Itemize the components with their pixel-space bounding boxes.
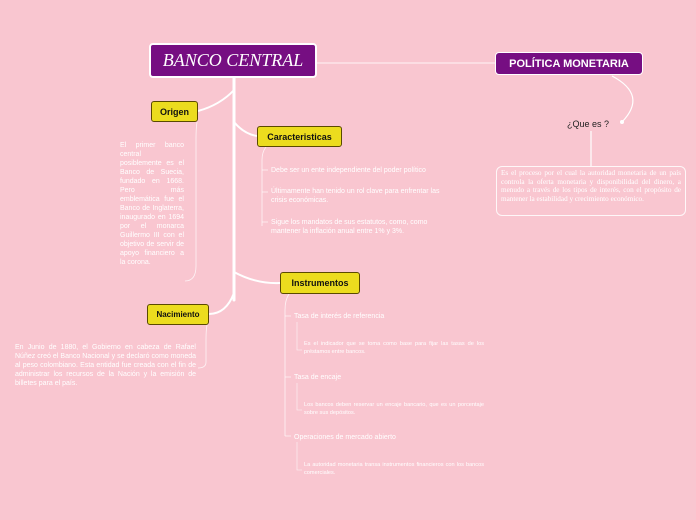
caracteristica-item-3[interactable] (271, 218, 451, 236)
instrumento-detail-text-2: Los bancos deben reservar un encaje bancario, que es un porcentaje sobre sus depósitos. (304, 402, 484, 416)
main-topic-banco-central[interactable] (149, 43, 317, 78)
answer-node[interactable] (496, 166, 686, 216)
bracket-caracteristicas (262, 147, 266, 226)
instrumento-tasa-encaje[interactable] (294, 373, 484, 382)
instrumento-title-2: Tasa de encaje (294, 374, 342, 381)
nacimiento-label: Nacimiento (156, 310, 200, 319)
question-dot (620, 120, 624, 124)
origen-label: Origen (159, 106, 189, 117)
question-label: ¿Que es ? (567, 119, 610, 129)
topic-instrumentos[interactable] (280, 272, 360, 294)
branch-caracteristicas (234, 122, 257, 136)
instrumento-operaciones-mercado[interactable] (294, 433, 484, 442)
branch-instrumentos (234, 272, 280, 283)
instrumento-title-1: Tasa de interés de referencia (294, 313, 385, 320)
bracket-origen (185, 122, 197, 281)
instrumentos-label: Instrumentos (291, 278, 349, 288)
origen-text-node[interactable] (120, 141, 184, 267)
branch-nacimiento (209, 293, 234, 314)
main-topic-label: BANCO CENTRAL (162, 50, 304, 70)
caracteristica-item-2[interactable] (271, 187, 451, 205)
instrumento-detail-2[interactable] (304, 402, 484, 417)
question-node[interactable] (567, 119, 609, 129)
caracteristica-item-1[interactable] (271, 166, 451, 175)
instrumento-tasa-interes[interactable] (294, 312, 484, 321)
origen-text: El primer banco central posiblemente es el Banco de Suecia, fundado en 1668. Pero más emblemática fue el Banco de Inglaterra, inaugurado en 1694 por el monarca Guillermo III con el objetivo de servir de apoyo financiero a la corona. (120, 142, 184, 266)
instrumento-detail-1[interactable] (304, 341, 484, 356)
caracteristicas-label: Caracteristicas (267, 131, 332, 142)
caracteristica-text-2: Últimamente han tenido un rol clave para enfrentar las crisis económicas. (271, 188, 440, 204)
link-question (612, 76, 633, 122)
caracteristica-text-1: Debe ser un ente independiente del poder político (271, 167, 426, 174)
topic-origen[interactable] (151, 101, 198, 122)
topic-caracteristicas[interactable] (257, 126, 342, 147)
branch-origen (198, 90, 234, 111)
instrumento-detail-3[interactable] (304, 462, 484, 477)
answer-text: Es el proceso por el cual la autoridad monetaria de un país controla la oferta monetaria y disponibilidad del dinero, a menudo a través de los tipos de interés, con el propósito de mantener la estabilidad y crecimiento económico. (501, 169, 681, 203)
bracket-instrumentos (285, 294, 289, 436)
nacimiento-text: En Junio de 1880, el Gobierno en cabeza de Rafael Núñez creó el Banco Nacional y se declaró como moneda al peso colombiano. Esta entidad fue creada con el fin de administrar los recursos de la Nación y la emisión de billetes para el país. (15, 344, 196, 387)
nacimiento-text-node[interactable] (15, 343, 196, 388)
instrumento-detail-text-3: La autoridad monetaria transa instrumentos financieros con los bancos comerciales. (304, 462, 484, 476)
bracket-nacimiento (198, 325, 207, 368)
topic-politica-monetaria[interactable] (495, 52, 643, 75)
politica-monetaria-label: POLÍTICA MONETARIA (509, 57, 629, 70)
topic-nacimiento[interactable] (147, 304, 209, 325)
instrumento-detail-text-1: Es el indicador que se toma como base para fijar las tasas de los préstamos entre bancos. (304, 341, 484, 355)
instrumento-title-3: Operaciones de mercado abierto (294, 434, 396, 441)
caracteristica-text-3: Sigue los mandatos de sus estatutos, como, como mantener la inflación anual entre 1% y 3%. (271, 219, 428, 235)
